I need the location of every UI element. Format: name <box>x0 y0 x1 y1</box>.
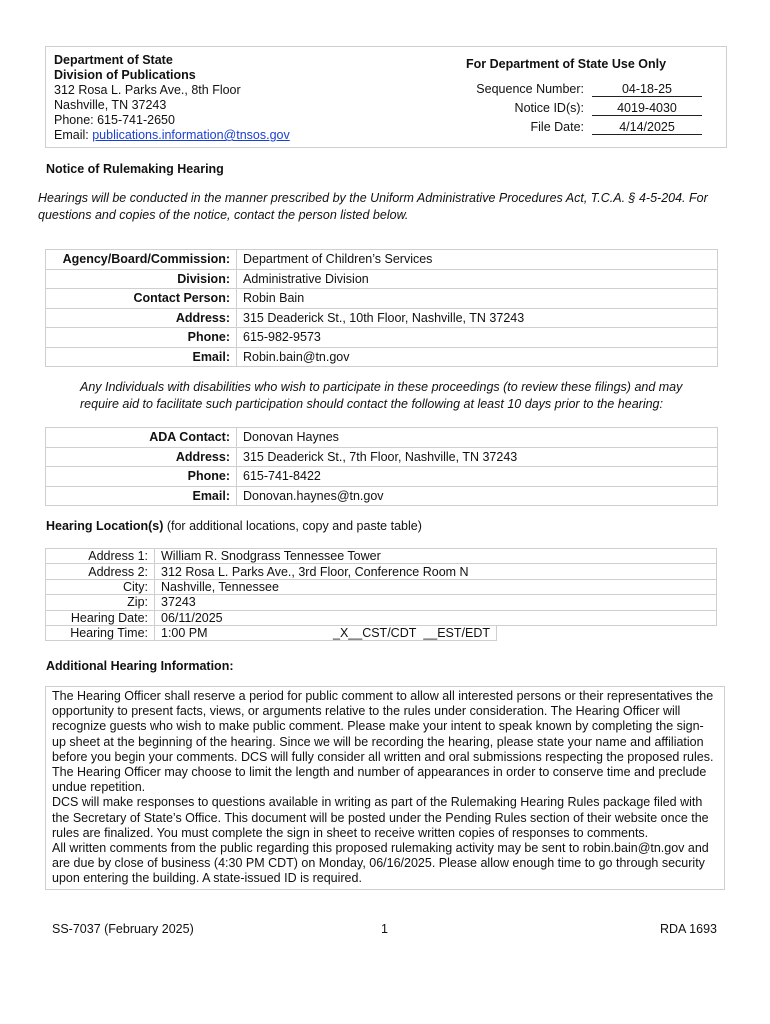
contact-label: Contact Person: <box>46 289 237 309</box>
agency-label: Agency/Board/Commission: <box>46 250 237 270</box>
ada-contact-value: Donovan Haynes <box>237 428 718 448</box>
email-line <box>54 128 290 143</box>
ada-email-row <box>46 486 718 506</box>
additional-paragraph: DCS will make responses to questions available in writing as part of the Rulemaking Hearing Rules package filed with the Secretary of State’s Office. This document will be posted under the Pending Rules section of their website once the rules are finalized. You must complete the sign in sheet to receive written copies of responses to comments. <box>52 795 709 840</box>
loc-city-value: Nashville, Tennessee <box>155 579 717 594</box>
additional-paragraph: All written comments from the public regarding this proposed rulemaking activity may be sent to robin.bain@tn.gov and are due by close of business (4:30 PM CDT) on Monday, 06/16/2025. Please allow enough time to go through security upon entering the building. A state-issued ID is required. <box>52 841 709 886</box>
header-box <box>45 46 727 148</box>
footer-rda: RDA 1693 <box>660 922 717 936</box>
agency-value: Department of Children’s Services <box>237 250 718 270</box>
loc-address2-value: 312 Rosa L. Parks Ave., 3rd Floor, Conference Room N <box>155 564 717 579</box>
phone-value: 615-982-9573 <box>237 328 718 348</box>
footer-form: SS-7037 (February 2025) <box>52 922 194 936</box>
email-label: Email: <box>46 347 237 367</box>
address-row <box>46 308 718 328</box>
tz-cst-option[interactable]: _X__CST/CDT <box>333 626 417 641</box>
ada-table <box>45 427 718 506</box>
ada-phone-value: 615-741-8422 <box>237 467 718 487</box>
loc-time-value: 1:00 PM <box>155 625 328 640</box>
ada-contact-label: ADA Contact: <box>46 428 237 448</box>
loc-blank-cell <box>497 625 717 640</box>
notice-value: 4019-4030 <box>592 101 702 116</box>
ada-address-value: 315 Deaderick St., 7th Floor, Nashville, TN 37243 <box>237 447 718 467</box>
agency-table <box>45 249 718 367</box>
loc-city-row <box>46 579 717 594</box>
loc-address2-row <box>46 564 717 579</box>
notice-label: Notice ID(s): <box>514 101 584 115</box>
loc-address1-row <box>46 549 717 564</box>
use-only-title: For Department of State Use Only <box>466 57 667 71</box>
division-label: Division: <box>46 269 237 289</box>
address-line1: 312 Rosa L. Parks Ave., 8th Floor <box>54 83 241 97</box>
division-name: Division of Publications <box>54 68 196 82</box>
loc-zip-row <box>46 595 717 610</box>
phone: Phone: 615-741-2650 <box>54 113 175 127</box>
loc-address2-label: Address 2: <box>46 564 155 579</box>
agency-row <box>46 250 718 270</box>
dept-name: Department of State <box>54 53 173 67</box>
loc-date-value: 06/11/2025 <box>155 610 717 625</box>
filedate-row <box>424 120 702 138</box>
loc-time-label: Hearing Time: <box>46 625 155 640</box>
notice-row <box>424 101 702 119</box>
email-row <box>46 347 718 367</box>
loc-date-label: Hearing Date: <box>46 610 155 625</box>
loc-city-label: City: <box>46 579 155 594</box>
sequence-value: 04-18-25 <box>592 82 702 97</box>
address-label: Address: <box>46 308 237 328</box>
address-value: 315 Deaderick St., 10th Floor, Nashville, TN 37243 <box>237 308 718 328</box>
contact-row <box>46 289 718 309</box>
loc-time-row <box>46 625 717 640</box>
ada-email-label: Email: <box>46 486 237 506</box>
filedate-value: 4/14/2025 <box>592 120 702 135</box>
division-row <box>46 269 718 289</box>
hearing-location-note: (for additional locations, copy and paste table) <box>163 519 422 533</box>
email-value: Robin.bain@tn.gov <box>237 347 718 367</box>
ada-phone-row <box>46 467 718 487</box>
sequence-label: Sequence Number: <box>476 82 584 96</box>
phone-label: Phone: <box>46 328 237 348</box>
email-label: Email: <box>54 128 89 142</box>
additional-info-box <box>45 686 725 890</box>
loc-tz-options <box>327 625 497 640</box>
sequence-row <box>424 82 702 100</box>
hearing-location-table <box>45 548 717 641</box>
contact-value: Robin Bain <box>237 289 718 309</box>
loc-date-row <box>46 610 717 625</box>
hearing-location-title: Hearing Location(s) <box>46 519 164 533</box>
hearing-location-heading <box>46 519 422 533</box>
loc-address1-value: William R. Snodgrass Tennessee Tower <box>155 549 717 564</box>
filedate-label: File Date: <box>530 120 584 134</box>
ada-contact-row <box>46 428 718 448</box>
additional-paragraph: The Hearing Officer shall reserve a period for public comment to allow all interested persons or their representatives the opportunity to present facts, views, or arguments relative to the rules under consideration. The Hearing Officer will recognize guests who wish to make public comment. Please make your intent to speak known by completing the sign-up sheet at the beginning of the hearing. Since we will be recording the hearing, please state your name and affiliation before you begin your comments. DCS will fully consider all written and oral submissions respecting the proposed rules. The Hearing Officer may choose to limit the length and number of appearances in order to conserve time and preclude undue repetition. <box>52 689 714 795</box>
ada-text: Any Individuals with disabilities who wish to participate in these proceedings (to review these filings) and may require aid to facilitate such participation should contact the following at least 10 days prior to the hearing: <box>80 380 683 411</box>
address-line2: Nashville, TN 37243 <box>54 98 167 112</box>
loc-zip-label: Zip: <box>46 595 155 610</box>
email-link[interactable]: publications.information@tnsos.gov <box>92 128 290 142</box>
intro-text: Hearings will be conducted in the manner prescribed by the Uniform Administrative Procedures Act, T.C.A. § 4-5-204. For questions and copies of the notice, contact the person listed below. <box>38 191 708 222</box>
tz-est-option[interactable]: __EST/EDT <box>423 626 490 641</box>
ada-email-value: Donovan.haynes@tn.gov <box>237 486 718 506</box>
division-value: Administrative Division <box>237 269 718 289</box>
loc-zip-value: 37243 <box>155 595 717 610</box>
ada-address-row <box>46 447 718 467</box>
ada-address-label: Address: <box>46 447 237 467</box>
footer-page-number: 1 <box>381 922 388 936</box>
loc-address1-label: Address 1: <box>46 549 155 564</box>
phone-row <box>46 328 718 348</box>
additional-title: Additional Hearing Information: <box>46 659 234 673</box>
ada-phone-label: Phone: <box>46 467 237 487</box>
notice-title: Notice of Rulemaking Hearing <box>46 162 224 176</box>
